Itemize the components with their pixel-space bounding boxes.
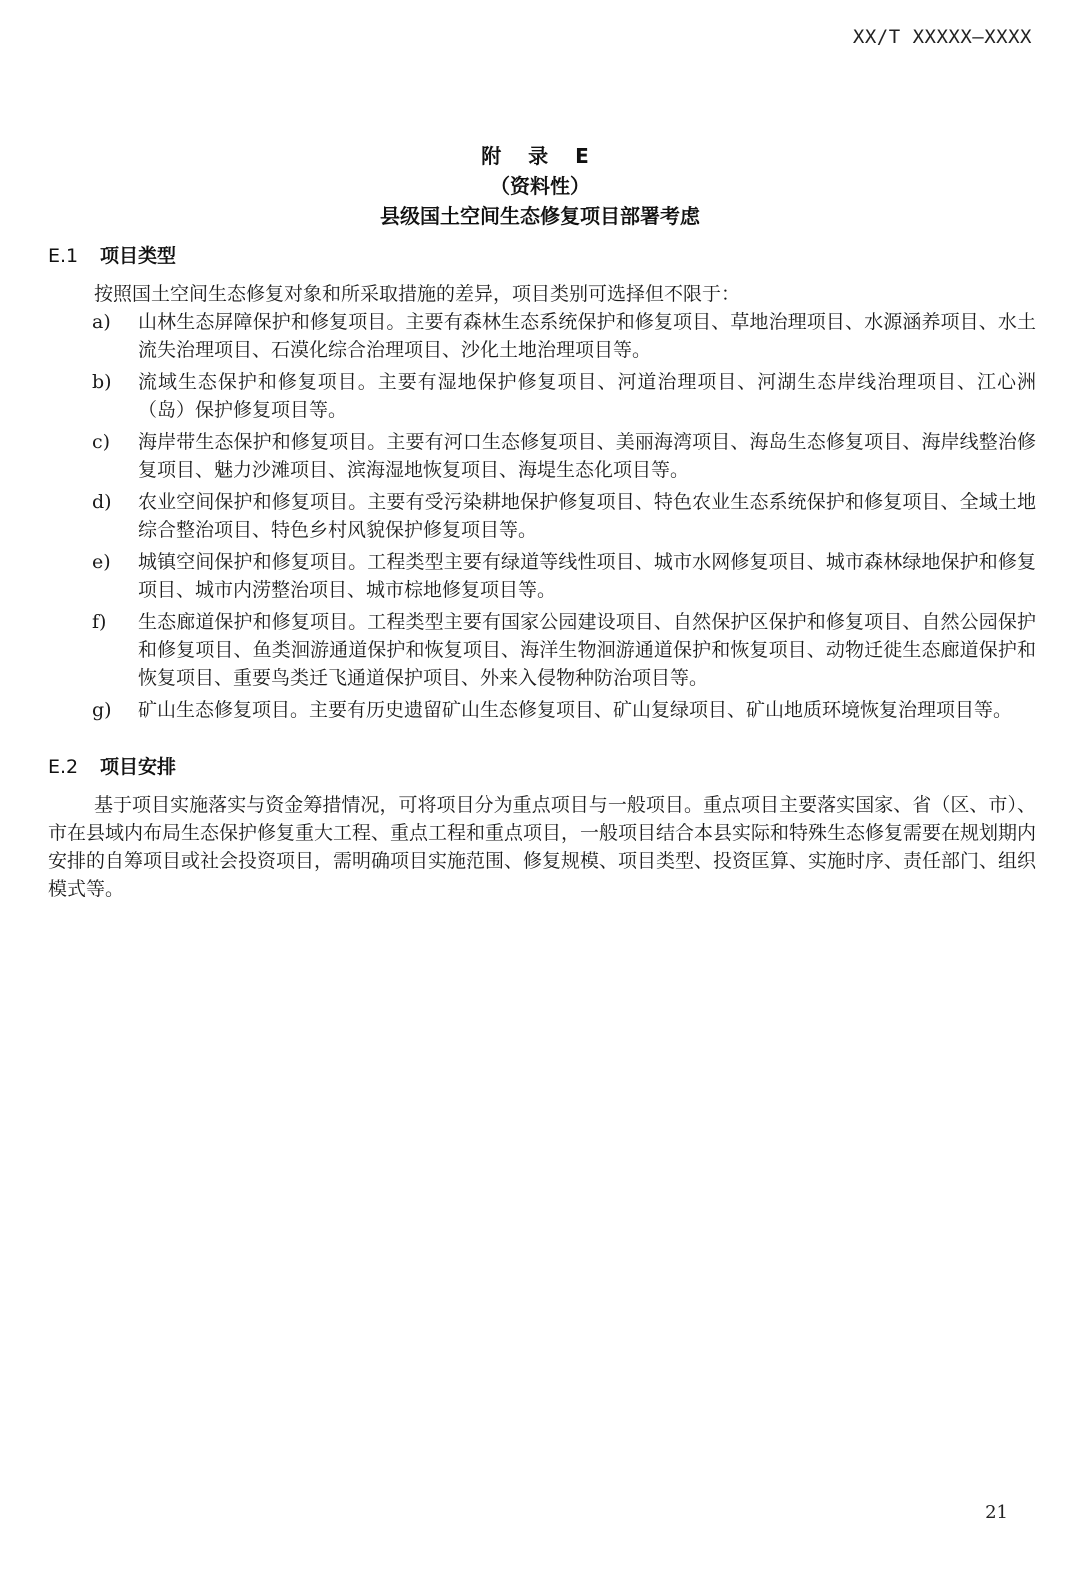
- section-title: 项目安排: [100, 756, 177, 778]
- list-item-text: 矿山生态修复项目。主要有历史遗留矿山生态修复项目、矿山复绿项目、矿山地质环境恢复治理项目等。: [138, 699, 1013, 721]
- list-item: [92, 548, 1036, 604]
- annex-label: 附 录 E: [481, 144, 599, 168]
- list-item-text: 山林生态屏障保护和修复项目。主要有森林生态系统保护和修复项目、草地治理项目、水源涵养项目、水土流失治理项目、石漠化综合治理项目、沙化土地治理项目等。: [138, 311, 1036, 361]
- section-number: E.1: [48, 245, 79, 267]
- list-marker: g): [92, 699, 112, 721]
- section-heading-e2: [48, 752, 176, 779]
- list-item-text: 城镇空间保护和修复项目。工程类型主要有绿道等线性项目、城市水网修复项目、城市森林绿地保护和修复项目、城市内涝整治项目、城市棕地修复项目等。: [138, 551, 1036, 601]
- annex-type: （资料性）: [490, 174, 590, 198]
- list-marker: a): [92, 311, 111, 333]
- list-marker: c): [92, 431, 111, 453]
- section-title: 项目类型: [100, 245, 177, 267]
- list-item: [92, 428, 1036, 484]
- section-heading-e1: [48, 241, 176, 268]
- list-item-text: 生态廊道保护和修复项目。工程类型主要有国家公园建设项目、自然保护区保护和修复项目、自然公园保护和修复项目、鱼类洄游通道保护和恢复项目、海洋生物洄游通道保护和恢复项目、动物迁徙生态廊道保护和恢复项目、重要鸟类迁飞通道保护项目、外来入侵物种防治项目等。: [138, 611, 1036, 689]
- list-marker: e): [92, 551, 111, 573]
- list-item: [92, 608, 1036, 692]
- list-item: [92, 696, 1036, 724]
- section-intro: 按照国土空间生态修复对象和所采取措施的差异，项目类别可选择但不限于：: [94, 283, 741, 305]
- list-item-text: 流域生态保护和修复项目。主要有湿地保护修复项目、河道治理项目、河湖生态岸线治理项目、江心洲（岛）保护修复项目等。: [138, 371, 1036, 421]
- list-marker: f): [92, 611, 107, 633]
- list-marker: b): [92, 371, 112, 393]
- list-item: [92, 488, 1036, 544]
- list-marker: d): [92, 491, 112, 513]
- section-paragraph: 基于项目实施落实与资金筹措情况，可将项目分为重点项目与一般项目。重点项目主要落实国家、省（区、市）、市在县域内布局生态保护修复重大工程、重点工程和重点项目，一般项目结合本县实际和特殊生态修复需要在规划期内安排的自筹项目或社会投资项目，需明确项目实施范围、修复规模、项目类型、投资匡算、实施时序、责任部门、组织模式等。: [48, 794, 1037, 900]
- page-number: 21: [985, 1502, 1008, 1523]
- project-type-list: [92, 308, 1036, 728]
- list-item-text: 海岸带生态保护和修复项目。主要有河口生态修复项目、美丽海湾项目、海岛生态修复项目、海岸线整治修复项目、魅力沙滩项目、滨海湿地恢复项目、海堤生态化项目等。: [138, 431, 1036, 481]
- list-item: [92, 308, 1036, 364]
- section-number: E.2: [48, 756, 79, 778]
- annex-title: 县级国土空间生态修复项目部署考虑: [380, 204, 700, 228]
- list-item-text: 农业空间保护和修复项目。主要有受污染耕地保护修复项目、特色农业生态系统保护和修复项目、全域土地综合整治项目、特色乡村风貌保护修复项目等。: [138, 491, 1036, 541]
- document-code: XX/T XXXXX—XXXX: [852, 26, 1032, 48]
- list-item: [92, 368, 1036, 424]
